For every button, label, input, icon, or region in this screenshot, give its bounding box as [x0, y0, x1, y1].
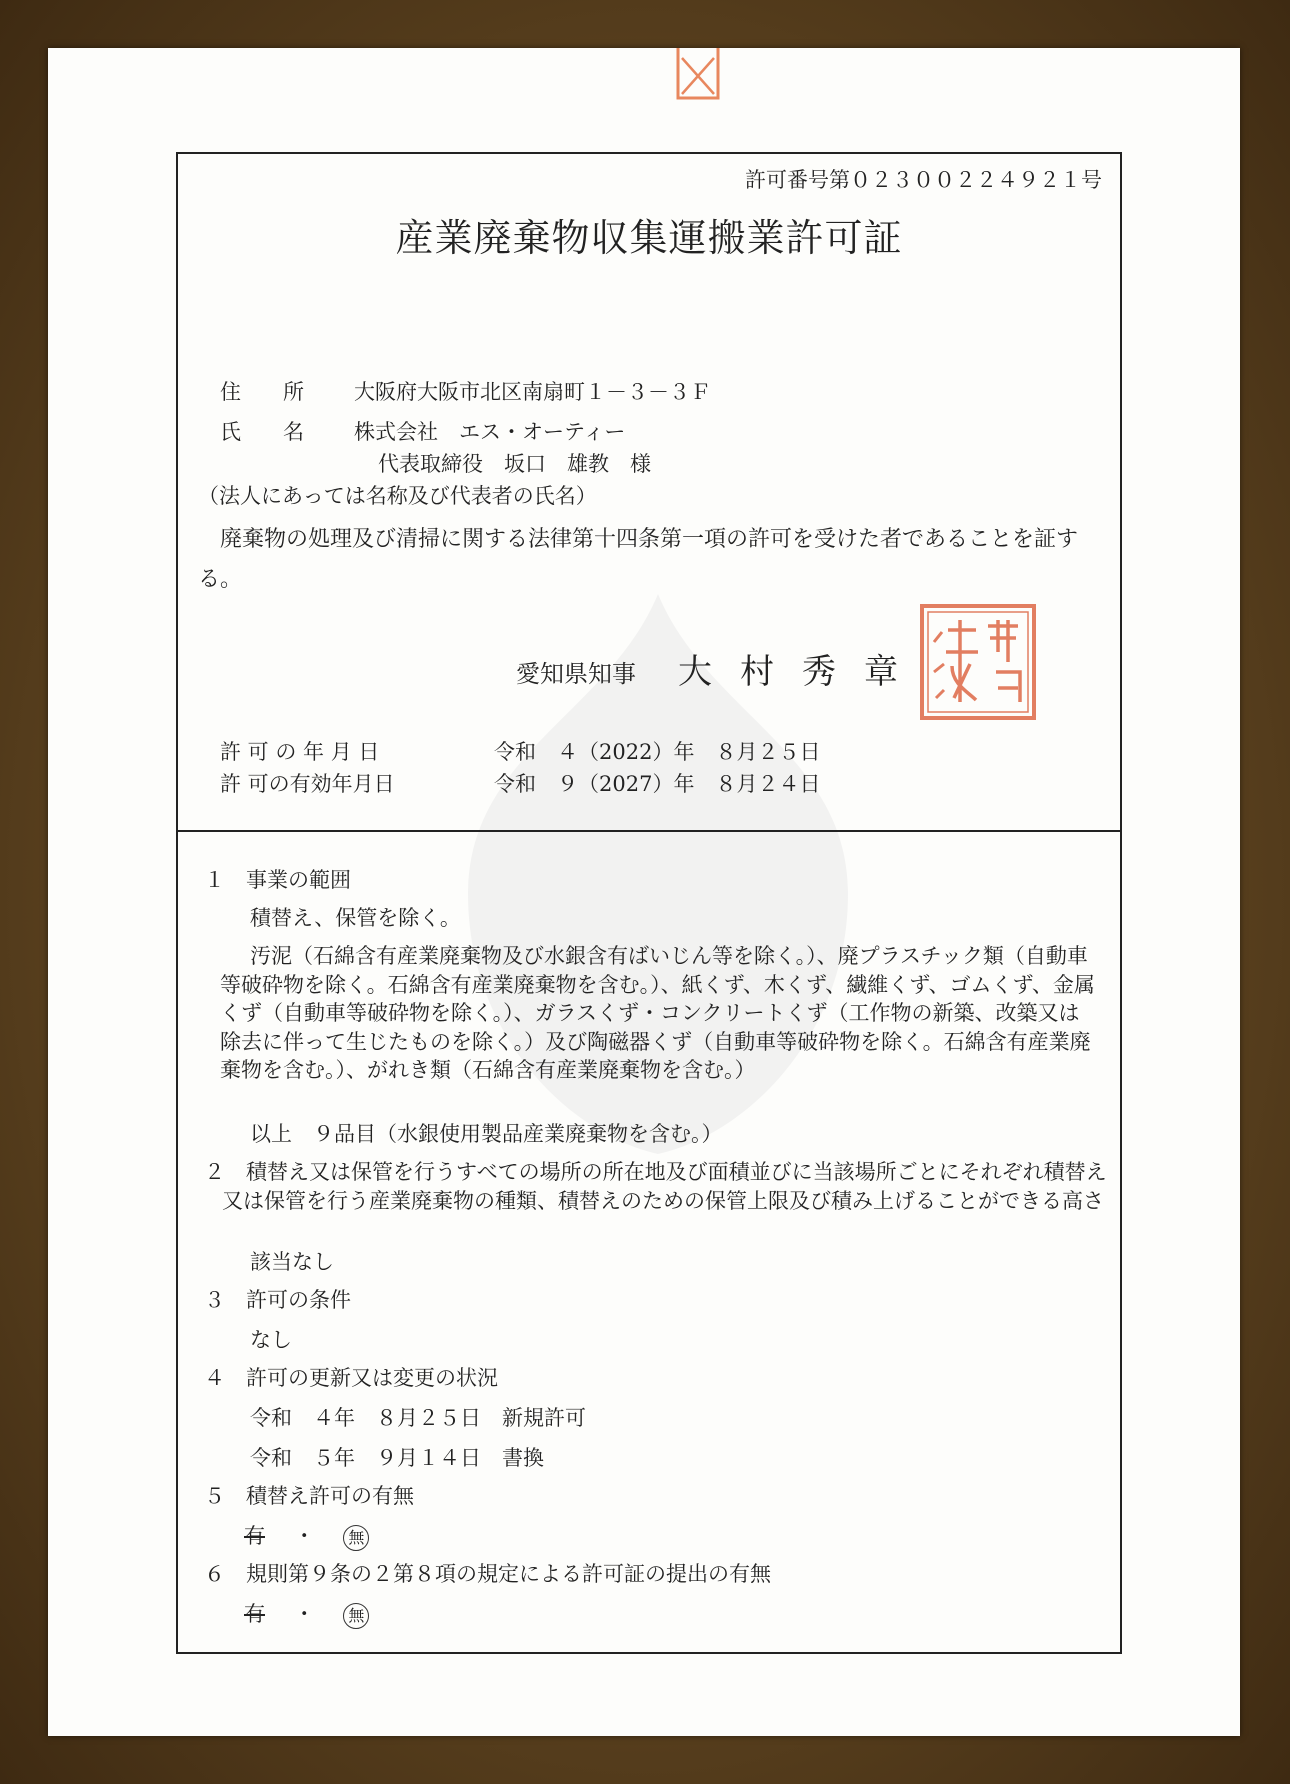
- section-5-yes: 有: [244, 1524, 265, 1548]
- address-value: 大阪府大阪市北区南扇町１－３－３Ｆ: [354, 380, 711, 404]
- permit-number: 許可番号第０２３００２２４９２１号: [745, 168, 1102, 192]
- certificate-frame: [176, 152, 1122, 1654]
- section-1-scope-note: 積替え、保管を除く。: [250, 906, 461, 930]
- section-1-title: １ 事業の範囲: [204, 868, 351, 892]
- section-6-yes: 有: [244, 1602, 265, 1626]
- section-5-answer: [244, 1522, 369, 1551]
- section-3-value: なし: [250, 1328, 292, 1352]
- section-2-value: 該当なし: [250, 1250, 334, 1274]
- permit-date-value: 令和 ４（2022）年 ８月２５日: [494, 740, 821, 764]
- section-5-title: ５ 積替え許可の有無: [204, 1484, 414, 1508]
- issuer-name: 大村秀章: [678, 652, 926, 692]
- representative-name: 代表取締役 坂口 雄教 様: [378, 452, 651, 476]
- section-4-entry-2: 令和 ５年 ９月１４日 書換: [250, 1446, 544, 1470]
- section-6-no-circled: 無: [343, 1603, 369, 1629]
- expiry-date-label: 許 可の有効年月日: [220, 772, 395, 796]
- section-1-total: 以上 ９品目（水銀使用製品産業廃棄物を含む。）: [250, 1122, 723, 1146]
- certificate-paper: [48, 48, 1240, 1736]
- company-name: 株式会社 エス・オーティー: [354, 420, 626, 444]
- section-2-title: ２ 積替え又は保管を行うすべての場所の所在地及び面積並びに当該場所ごとにそれぞれ積替え又は保管を行う産業廃棄物の種類、積替えのための保管上限及び積み上げることができる高さ: [204, 1160, 1107, 1213]
- section-6-answer: [244, 1600, 369, 1629]
- official-seal-stamp: [918, 602, 1038, 722]
- section-3-title: ３ 許可の条件: [204, 1288, 351, 1312]
- section-6-title: ６ 規則第９条の２第８項の規定による許可証の提出の有無: [204, 1562, 771, 1586]
- permit-date-label: 許 可 の 年 月 日: [220, 740, 380, 764]
- section-5-no-circled: 無: [343, 1525, 369, 1551]
- section-divider: [178, 830, 1120, 832]
- address-label: 住 所: [220, 380, 304, 404]
- expiry-date-value: 令和 ９（2027）年 ８月２４日: [494, 772, 821, 796]
- section-4-title: ４ 許可の更新又は変更の状況: [204, 1366, 498, 1390]
- certification-statement: 廃棄物の処理及び清掃に関する法律第十四条第一項の許可を受けた者であることを証する。: [198, 527, 1079, 592]
- issuer-office: 愛知県知事: [516, 660, 636, 688]
- section-4-entry-1: 令和 ４年 ８月２５日 新規許可: [250, 1406, 586, 1430]
- section-6-separator: ・: [293, 1602, 315, 1626]
- section-1-waste-list: 汚泥（石綿含有産業廃棄物及び水銀含有ばいじん等を除く。）、廃プラスチック類（自動車等破砕物を除く。石綿含有産業廃棄物を含む。）、紙くず、木くず、繊維くず、ゴムくず、金属くず（自動車等破砕物を除く。）、ガラスくず・コンクリートくず（工作物の新築、改築又は除去に伴って生じたものを除く。）及び陶磁器くず（自動車等破砕物を除く。石綿含有産業廃棄物を含む。）、がれき類（石綿含有産業廃棄物を含む。）: [220, 944, 1095, 1082]
- name-note: （法人にあっては名称及び代表者の氏名）: [198, 484, 597, 508]
- certificate-title: 産業廃棄物収集運搬業許可証: [395, 216, 903, 260]
- section-5-separator: ・: [293, 1524, 315, 1548]
- name-label: 氏 名: [220, 420, 304, 444]
- top-seal-stamp: [628, 48, 768, 112]
